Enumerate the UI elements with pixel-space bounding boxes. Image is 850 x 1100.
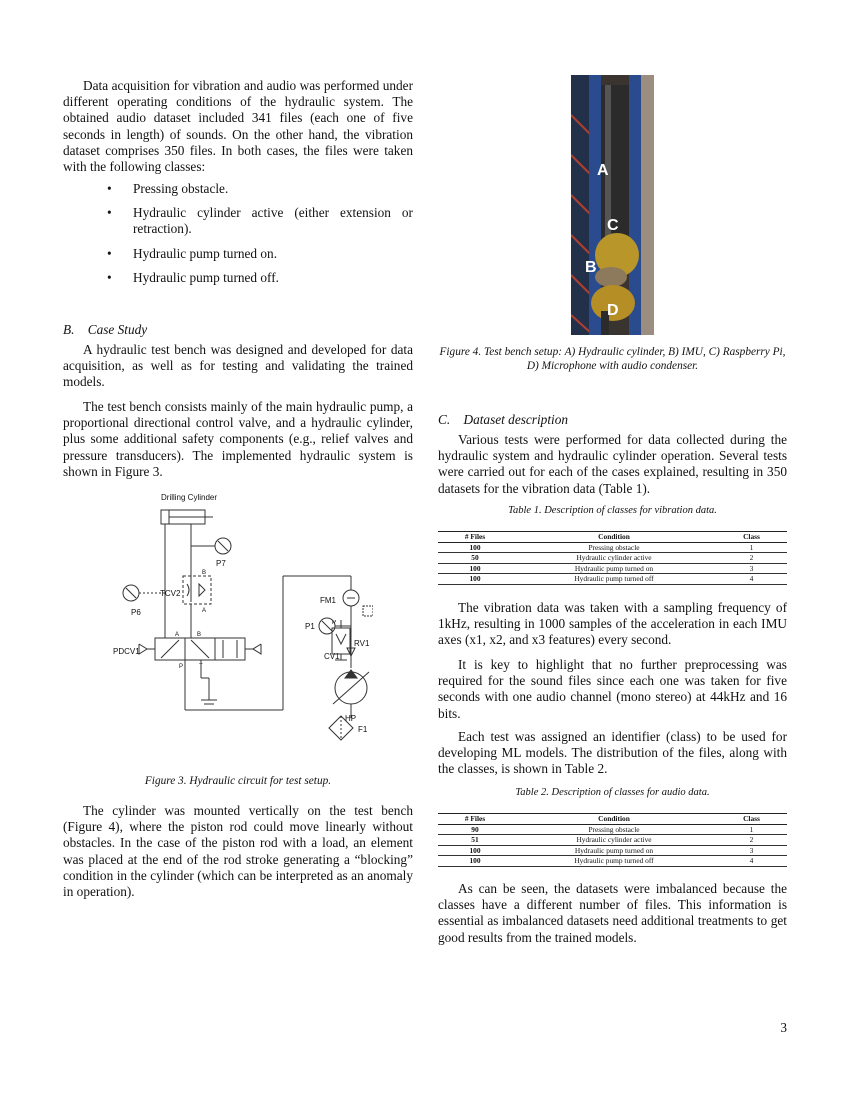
- table-row: 50 Hydraulic cylinder active 2: [438, 553, 787, 564]
- section-heading-dataset-description: C. Dataset description: [438, 412, 569, 427]
- table2-audio-classes: [438, 813, 787, 867]
- photo-label-a: A: [597, 162, 609, 179]
- svg-text:P: P: [332, 620, 337, 626]
- bullet-icon: •: [107, 269, 112, 285]
- list-item: • Hydraulic cylinder active (either extension or retraction).: [107, 205, 413, 237]
- fm1-label: FM1: [320, 596, 336, 605]
- paragraph-cylinder-mounting: The cylinder was mounted vertically on the test bench (Figure 4), where the piston rod could move linearly without obstacles. In the case of the piston rod with a load, an element was placed at the end of the rod stroke generating a “blocking” condition in the cylinder (which can be interpreted as an anomaly in operation).: [63, 803, 413, 900]
- page-number: 3: [780, 1020, 787, 1035]
- bullet-icon: •: [107, 245, 112, 261]
- paragraph-class-identifier: Each test was assigned an identifier (class) to be used for developing ML models. The distribution of the files, along with the classes, is shown in Table 2.: [438, 729, 787, 777]
- table-row: 100 Hydraulic pump turned on 3: [438, 845, 787, 856]
- p1-label: P1: [305, 622, 315, 631]
- table1-caption: Table 1. Description of classes for vibration data.: [508, 505, 717, 516]
- p6-label: P6: [131, 608, 141, 617]
- table-row: 100 Hydraulic pump turned off 4: [438, 856, 787, 867]
- list-item: • Hydraulic pump turned on.: [107, 245, 278, 261]
- p7-label: P7: [216, 559, 226, 568]
- photo-label-c: C: [607, 217, 619, 234]
- svg-text:B: B: [202, 570, 207, 576]
- paragraph-no-preprocessing: It is key to highlight that no further preprocessing was required for the sound files since each one was taken for five seconds with one audio channel (mono stereo) at 44kHz and 16 bits.: [438, 657, 787, 721]
- table1-vibration-classes: [438, 531, 787, 585]
- test-bench-photo: [571, 75, 654, 335]
- table-row: 100 Hydraulic pump turned on 3: [438, 563, 787, 574]
- table-row: 100 Pressing obstacle 1: [438, 542, 787, 553]
- cv1-label: CV1: [324, 652, 340, 661]
- svg-text:P: P: [179, 664, 184, 670]
- svg-text:T: T: [199, 664, 203, 670]
- list-item: • Pressing obstacle.: [107, 181, 229, 196]
- table-header-row: # Files Condition Class: [438, 814, 787, 825]
- photo-label-b: B: [585, 259, 597, 276]
- table-row: 51 Hydraulic cylinder active 2: [438, 835, 787, 846]
- paragraph-tests-performed: Various tests were performed for data collected during the hydraulic system and hydraulic cylinder operation. Several tests were carried out for each of the cases explained, resulting in 350 datasets for the vibration data (Table 1).: [438, 432, 787, 496]
- table-row: 90 Pressing obstacle 1: [438, 824, 787, 835]
- paragraph-data-acquisition: Data acquisition for vibration and audio was performed under different operating conditions of the hydraulic system. The obtained audio dataset included 341 files (each one of five seconds in length) of sounds. On the other hand, the vibration dataset comprises 350 files. In both cases, the files were taken with the following classes:: [63, 78, 413, 175]
- paragraph-sampling-frequency: The vibration data was taken with a sampling frequency of 1kHz, resulting in 1000 samples of the acceleration in each IMU axes (x1, x2, and x3 features) every second.: [438, 600, 787, 648]
- svg-text:A: A: [202, 608, 207, 614]
- table-row: 100 Hydraulic pump turned off 4: [438, 574, 787, 585]
- hp-label: HP: [345, 714, 357, 723]
- table-header-row: # Files Condition Class: [438, 532, 787, 543]
- section-heading-case-study: B. Case Study: [63, 322, 148, 337]
- table2-caption: Table 2. Description of classes for audio data.: [515, 787, 710, 798]
- rv1-relief-valve-icon: [332, 628, 350, 654]
- f1-label: F1: [358, 725, 368, 734]
- bullet-icon: •: [107, 181, 112, 196]
- paragraph-test-bench-intro: A hydraulic test bench was designed and developed for data acquisition, as well as for testing and validating the trained models.: [63, 342, 413, 390]
- list-item: • Hydraulic pump turned off.: [107, 269, 279, 285]
- rv1-label: RV1: [354, 639, 370, 648]
- tcv2-valve: [183, 576, 211, 604]
- paragraph-imbalanced-datasets: As can be seen, the datasets were imbalanced because the classes have a different number of files. This information is essential as imbalanced datasets need additional treatments to get good results from the trained models.: [438, 881, 787, 945]
- figure4-caption: Figure 4. Test bench setup: A) Hydraulic cylinder, B) IMU, C) Raspberry Pi, D) Microphone with audio condenser.: [439, 346, 786, 372]
- photo-label-d: D: [607, 302, 619, 319]
- class-list: [63, 181, 413, 294]
- drilling-cylinder-label: Drilling Cylinder: [161, 493, 218, 502]
- tcv2-label: TCV2: [160, 589, 181, 598]
- figure3-caption: Figure 3. Hydraulic circuit for test setup.: [144, 775, 332, 787]
- svg-text:A: A: [175, 632, 180, 638]
- bullet-icon: •: [107, 205, 112, 221]
- paragraph-test-bench-components: The test bench consists mainly of the main hydraulic pump, a proportional directional control valve, and a hydraulic cylinder, plus some additional safety components (e.g., relief valves and pressure transducers). The implemented hydraulic system is shown in Figure 3.: [63, 399, 413, 479]
- pdcv1-label: PDCV1: [113, 647, 140, 656]
- svg-text:B: B: [197, 632, 202, 638]
- relief-valve-filter-diagram: [318, 620, 418, 750]
